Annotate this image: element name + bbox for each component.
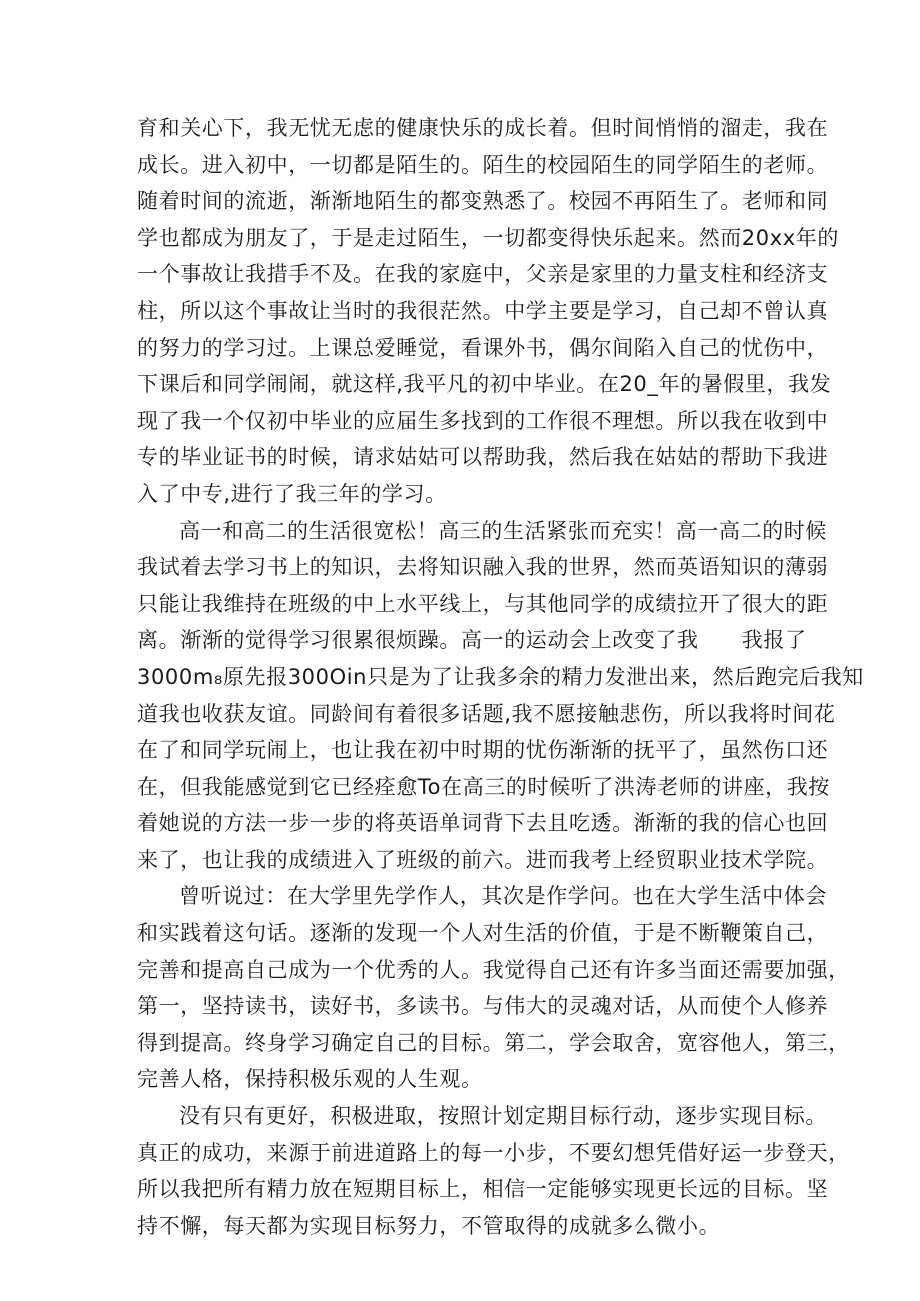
text-line: 只能让我维持在班级的中上水平线上，与其他同学的成绩拉开了很大的距 — [137, 591, 829, 616]
text-line: 离。渐渐的觉得学习很累很烦躁。高一的运动会上改变了我 我报了 — [137, 628, 807, 653]
text-line: 柱，所以这个事故让当时的我很茫然。中学主要是学习，自己却不曾认真 — [137, 298, 829, 323]
text-line: 在了和同学玩闹上，也让我在初中时期的忧伤渐渐的抚平了，虽然伤口还 — [137, 738, 829, 763]
text-line: 高一和高二的生活很宽松！高三的生活紧张而充实！高一高二的时候 — [179, 518, 827, 543]
text-line: 来了，也让我的成绩进入了班级的前六。进而我考上经贸职业技术学院。 — [137, 847, 829, 872]
text-line: 一个事故让我措手不及。在我的家庭中，父亲是家里的力量支柱和经济支 — [137, 262, 829, 287]
paragraph — [137, 878, 850, 1098]
text-line: 完善人格，保持积极乐观的人生观。 — [137, 1067, 483, 1092]
text-line: 成长。进入初中，一切都是陌生的。陌生的校园陌生的同学陌生的老师。 — [137, 152, 829, 177]
paragraph — [137, 1098, 850, 1244]
text-line: 完善和提高自己成为一个优秀的人。我觉得自己还有许多当面还需要加强， — [137, 957, 850, 982]
text-line: 第一，坚持读书，读好书，多读书。与伟大的灵魂对话，从而使个人修养 — [137, 994, 829, 1019]
text-line: 没有只有更好，积极进取，按照计划定期目标行动，逐步实现目标。 — [179, 1104, 827, 1129]
text-line: 我试着去学习书上的知识，去将知识融入我的世界，然而英语知识的薄弱 — [137, 555, 829, 580]
text-line: 学也都成为朋友了，于是走过陌生，一切都变得快乐起来。然而20xx年的 — [137, 225, 839, 250]
document-body — [137, 110, 864, 1244]
text-line: 现了我一个仅初中毕业的应届生多找到的工作很不理想。所以我在收到中 — [137, 408, 829, 433]
paragraph — [137, 110, 839, 513]
text-line: 和实践着这句话。逐渐的发现一个人对生活的价值，于是不断鞭策自己， — [137, 921, 829, 946]
text-line: 所以我把所有精力放在短期目标上，相信一定能够实现更长远的目标。坚 — [137, 1177, 829, 1202]
paragraph — [137, 513, 864, 879]
text-line: 下课后和同学闹闹，就这样,我平凡的初中毕业。在20_年的暑假里，我发 — [137, 372, 832, 397]
text-line: 育和关心下，我无忧无虑的健康快乐的成长着。但时间悄悄的溜走，我在 — [137, 116, 829, 140]
text-line: 得到提高。终身学习确定自己的目标。第二，学会取舍，宽容他人，第三， — [137, 1030, 850, 1055]
text-line: 在，但我能感觉到它已经痊愈To在高三的时候听了洪涛老师的讲座，我按 — [137, 774, 830, 799]
text-line: 持不懈，每天都为实现目标努力，不管取得的成就多么微小。 — [137, 1213, 721, 1238]
text-line: 随着时间的流逝，渐渐地陌生的都变熟悉了。校园不再陌生了。老师和同 — [137, 189, 829, 214]
text-line: 道我也收获友谊。同龄间有着很多话题,我不愿接触悲伤，所以我将时间花 — [137, 701, 836, 726]
text-line: 的努力的学习过。上课总爱睡觉，看课外书，偶尔间陷入自己的忧伤中， — [137, 335, 829, 360]
text-line: 曾听说过：在大学里先学作人，其次是作学问。也在大学生活中体会 — [179, 884, 827, 909]
text-line: 真正的成功，来源于前进道路上的每一小步，不要幻想凭借好运一步登天， — [137, 1140, 850, 1165]
text-line: 入了中专,进行了我三年的学习。 — [137, 481, 447, 506]
text-line: 着她说的方法一步一步的将英语单词背下去且吃透。渐渐的我的信心也回 — [137, 811, 829, 836]
text-line: 专的毕业证书的时候，请求姑姑可以帮助我，然后我在姑姑的帮助下我进 — [137, 445, 829, 470]
text-line: 3000m₈原先报300Oin只是为了让我多余的精力发泄出来，然后跑完后我知 — [137, 664, 864, 689]
